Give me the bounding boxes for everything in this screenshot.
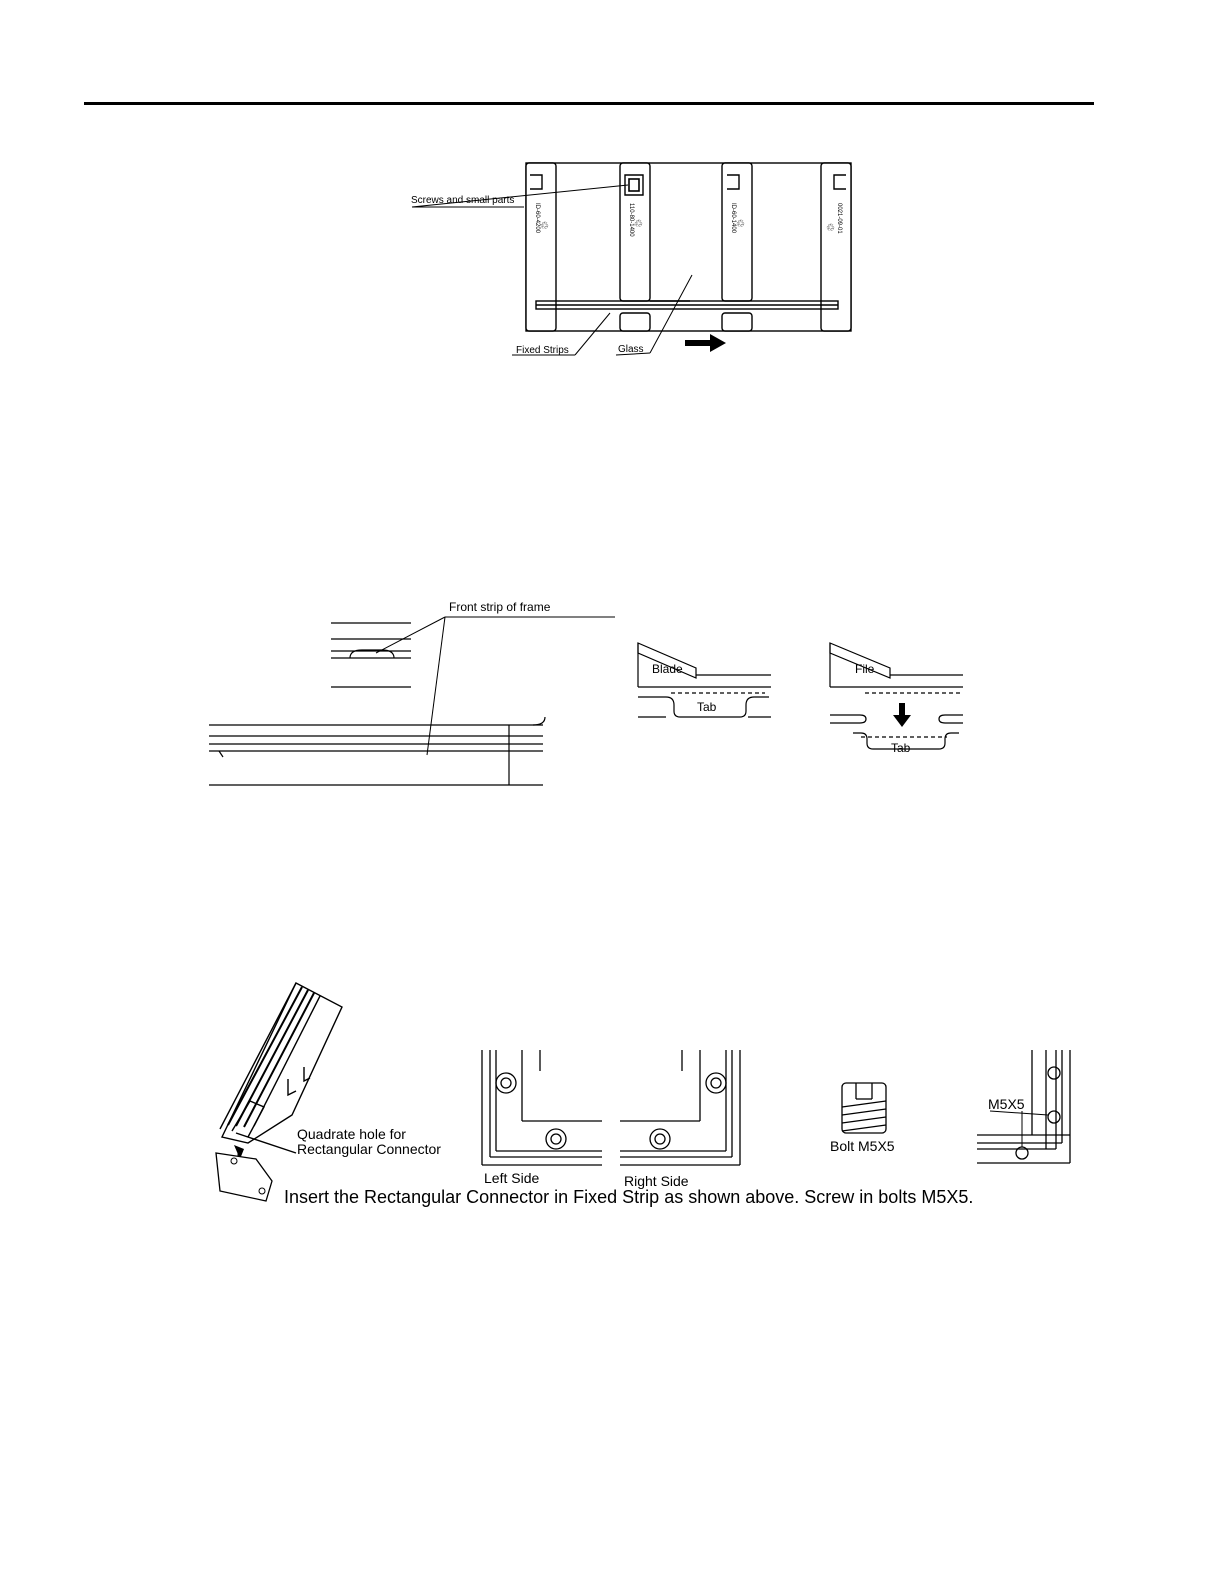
instruction-caption: Insert the Rectangular Connector in Fixed Strip as shown above. Screw in bolts M5X5. <box>284 1187 974 1207</box>
corner-block-4 <box>821 163 851 331</box>
label-quadrate-2: Rectangular Connector <box>297 1141 441 1157</box>
code-3: ID-60-1400 <box>730 203 736 234</box>
label-tab-2: Tab <box>891 741 911 755</box>
label-file: File <box>855 662 875 676</box>
label-tab-1: Tab <box>697 700 717 714</box>
label-blade: Blade <box>652 662 683 676</box>
figure-front-strip-diagram <box>205 595 975 795</box>
label-bolt: Bolt M5X5 <box>830 1138 895 1154</box>
label-glass: Glass <box>618 344 644 355</box>
recycle-icon-3: ♲ <box>736 219 745 230</box>
code-2: 110-80-1400 <box>628 203 634 237</box>
figure-connector-diagram <box>200 975 1080 1210</box>
arrow-right-icon <box>685 334 726 352</box>
corner-block-3 <box>722 163 752 301</box>
right-side-corner <box>620 1050 740 1165</box>
label-quadrate-1: Quadrate hole for <box>297 1126 406 1142</box>
corner-block-1 <box>526 163 556 331</box>
header-rule <box>84 102 1094 105</box>
code-1: ID-60-4200 <box>534 203 540 234</box>
label-screws: Screws and small parts <box>411 195 515 206</box>
label-fixed-strips: Fixed Strips <box>516 345 569 356</box>
label-m5x5: M5X5 <box>988 1096 1025 1112</box>
label-front-strip: Front strip of frame <box>449 600 551 614</box>
label-right-side: Right Side <box>624 1173 689 1189</box>
code-4: 0021-09-01 <box>836 203 842 234</box>
bolt-icon <box>842 1083 886 1133</box>
left-side-corner <box>482 1050 602 1165</box>
label-left-side: Left Side <box>484 1170 540 1186</box>
recycle-icon-1: ♲ <box>540 221 549 232</box>
figure-packaging-diagram <box>400 155 870 370</box>
recycle-icon-2: ♲ <box>634 219 643 230</box>
arrow-down-icon <box>893 703 911 727</box>
recycle-icon-4: ♲ <box>826 223 835 234</box>
glass-panel <box>526 163 851 331</box>
